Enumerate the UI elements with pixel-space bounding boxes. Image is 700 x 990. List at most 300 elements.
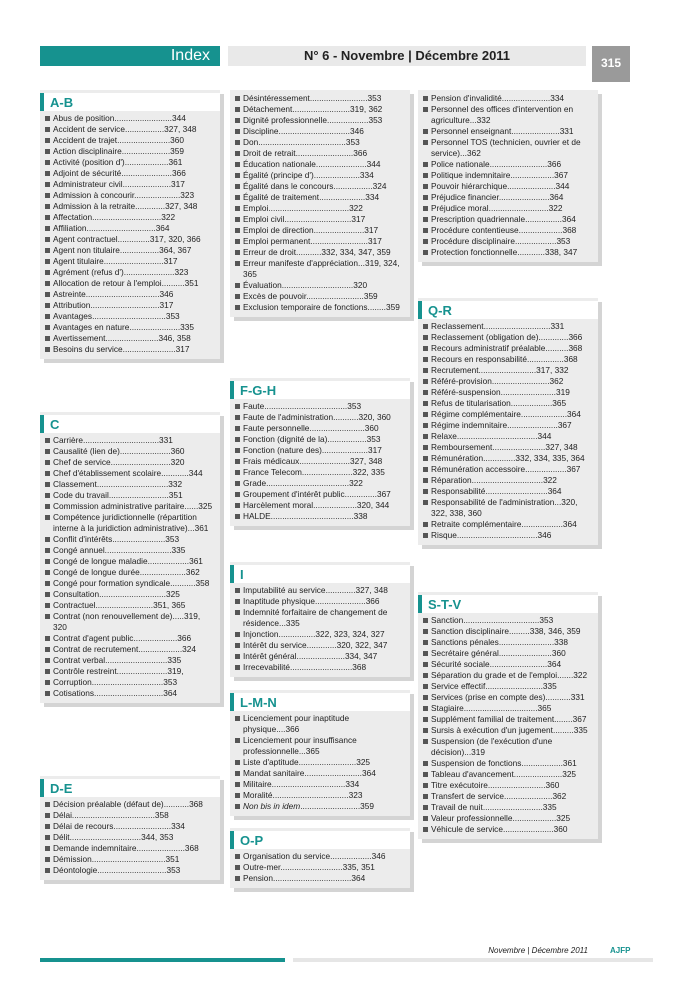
index-page-ref: 334 [359,170,374,180]
index-term: Transfert de service [431,791,505,801]
index-entry [418,365,598,376]
index-page-ref: 325 [556,813,571,823]
index-page-ref: 364, 367 [159,245,192,255]
index-page-ref: 334, 347 [344,651,378,661]
index-term: Astreinte [53,289,86,299]
index-page-ref: 331 [570,692,585,702]
index-section-title: D-E [40,779,220,797]
leader-dots: .................. [514,236,557,246]
leader-dots: ... [469,115,477,125]
index-term: Excès de pouvoir [243,291,307,301]
index-page-ref: 366 [353,148,368,158]
leader-dots: ........... [163,799,190,809]
index-page-ref: 338, 346, 359 [529,626,581,636]
index-entry [230,445,410,456]
index-term: Sanction [431,615,464,625]
index-entry [418,637,598,648]
index-page-ref: 317 [364,225,379,235]
index-term: Emploi [243,203,269,213]
index-entry [418,332,598,343]
leader-dots: ........................... [485,486,548,496]
leader-dots: ................. [124,124,165,134]
leader-dots: ...................................... [258,137,346,147]
index-term: Personnel TOS (technicien, ouvrier et de service) [431,137,581,158]
leader-dots: .................................. [272,873,352,883]
index-entry [418,736,598,758]
index-page-ref: 360 [553,824,568,834]
index-entry [40,311,220,322]
index-term: Pension d'invalidité [431,93,502,103]
leader-dots: ............. [306,640,337,650]
index-section [230,690,410,816]
index-entry [230,651,410,662]
index-term: Avantages [53,311,93,321]
leader-dots: ............ [161,468,189,478]
index-page-ref: 367 [554,170,568,180]
leader-dots: .................................... [71,810,155,820]
index-page-ref: 351 [184,278,199,288]
index-term: Avantages en nature [53,322,130,332]
index-entry [40,245,220,256]
index-entry [418,214,598,225]
index-term: Procédure contentieuse [431,225,519,235]
index-entry [230,790,410,801]
index-page-ref: 344 [172,113,186,123]
index-page-ref: 332 [168,479,183,489]
index-page-ref: 335 [285,618,300,628]
index-term: Affectation [53,212,93,222]
leader-dots: .......................... [482,802,543,812]
index-term: Délit [53,832,70,842]
index-entry [418,475,598,486]
index-term: Sursis à exécution d'un jugement [431,725,553,735]
index-page-ref: 322 [161,212,176,222]
index-page-ref: 335 [573,725,588,735]
index-entry [230,412,410,423]
leader-dots: ........................... [280,862,343,872]
index-entry [230,735,410,757]
index-page-ref: 353 [165,311,180,321]
index-page-ref: 344 [366,159,381,169]
leader-dots: .............................. [92,212,162,222]
leader-dots: ................ [278,629,316,639]
index-entry [418,681,598,692]
leader-dots: ....................... [105,333,159,343]
index-page-ref: 317 [351,214,366,224]
index-term: Admission à concourir [53,190,135,200]
leader-dots: .............................. [86,223,156,233]
leader-dots: ........................... [105,655,168,665]
index-entry [40,289,220,300]
index-page-ref: 334 [171,821,185,831]
index-page-ref: 322 [548,203,563,213]
index-term: Préjudice moral [431,203,489,213]
index-term: Pouvoir hiérarchique [431,181,508,191]
index-term: Faute [243,401,265,411]
index-term: Consultation [53,589,100,599]
index-entry [40,677,220,688]
index-entry [418,824,598,835]
index-term: Travail de nuit [431,802,483,812]
footer-accent-bar [40,958,285,962]
index-page-ref: 360 [551,648,566,658]
index-page-ref: 353 [539,615,554,625]
index-term: Responsabilité [431,486,486,496]
index-entry [230,280,410,291]
index-term: Accident de service [53,124,125,134]
index-term: Harcèlement moral [243,500,314,510]
index-term: Agrément (refus d') [53,267,124,277]
index-entry [418,615,598,626]
leader-dots: ................ [525,214,562,224]
index-page-ref: 322, 335 [352,467,385,477]
index-section [418,592,598,839]
leader-dots: ...................... [299,456,350,466]
index-term: France Telecom [243,467,302,477]
leader-dots: ...................... [315,159,367,169]
leader-dots: .............. [344,489,377,499]
index-page-ref: 364 [561,214,576,224]
index-entry [230,401,410,412]
index-entry [230,851,410,862]
index-page-ref: 331 [159,435,173,445]
index-page-ref: 323 [180,190,195,200]
index-term: Activité (position d') [53,157,125,167]
index-page-ref: 335 [542,681,557,691]
leader-dots: ........... [545,692,571,702]
index-page-ref: 366 [285,724,300,734]
index-page-ref: 346 [349,126,364,136]
index-entry [230,434,410,445]
index-page-ref: 332, 334, 347, 359 [321,247,391,257]
leader-dots: ........................... [290,662,353,672]
index-page-ref: 324 [182,644,196,654]
index-entry [230,585,410,596]
index-page-ref: 320, 344 [356,500,390,510]
index-page-ref: 317, 332 [536,365,569,375]
index-term: Sanctions pénales [431,637,499,647]
footer-grey-bar [293,958,653,962]
index-term: Police nationale [431,159,490,169]
index-page-ref: 346 [159,289,174,299]
index-entry [418,203,598,214]
index-entry [230,126,410,137]
index-entry [40,799,220,810]
index-page-ref: 317 [171,179,185,189]
index-entry [40,468,220,479]
index-page-ref: 364 [163,688,178,698]
index-term: Emploi civil [243,214,285,224]
index-section-title: S-T-V [418,595,598,613]
index-page-ref: 346 [537,530,552,540]
index-entry [230,115,410,126]
leader-dots: ................... [313,500,357,510]
leader-dots: ....................... [122,344,176,354]
index-term: Commission administrative paritaire [53,501,185,511]
leader-dots: ................................ [91,854,166,864]
index-term: Allocation de retour à l'emploi [53,278,162,288]
index-page-ref: 332, 334, 335, 364 [515,453,585,463]
leader-dots: ..................... [513,769,563,779]
index-term: Faute de l'administration [243,412,334,422]
index-page-ref: 335, 351 [342,862,375,872]
leader-dots: ...................... [123,267,175,277]
index-term: Militaire [243,779,272,789]
leader-dots: .............................. [90,300,160,310]
index-term: Rémunération accessoire [431,464,526,474]
index-section [40,776,220,880]
leader-dots: ...................... [129,322,181,332]
leader-dots: .................................... [266,478,350,488]
index-term: Injonction [243,629,279,639]
index-entry [230,757,410,768]
index-entry [418,703,598,714]
index-page-ref: 331 [550,321,565,331]
index-term: Attribution [53,300,91,310]
index-page-ref: 364 [567,409,581,419]
index-page-ref: 359 [385,302,400,312]
index-page-ref: 344 [537,431,552,441]
page-number: 315 [592,46,630,82]
index-term: Causalité (lien de) [53,446,120,456]
index-entry [230,93,410,104]
index-entry [418,442,598,453]
leader-dots: .................... [139,567,186,577]
index-page-ref: 317 [367,445,382,455]
index-page-ref: 319, 362 [350,104,383,114]
index-page-ref: 361 [194,523,209,533]
index-term: Non bis in idem [243,801,301,811]
leader-dots: ................... [518,225,563,235]
leader-dots: ........... [333,412,359,422]
index-entry [230,640,410,651]
leader-dots: ...................... [116,666,168,676]
index-entry [230,159,410,170]
index-term: Don [243,137,259,147]
index-entry [230,768,410,779]
index-entry [230,662,410,673]
index-term: Agent non titulaire [53,245,120,255]
index-term: Cotisations [53,688,95,698]
index-entry [40,534,220,545]
leader-dots: ................................... [456,530,538,540]
leader-dots: .................................... [270,511,354,521]
index-term: Liste d'aptitude [243,757,299,767]
leader-dots: ......................... [304,768,362,778]
index-page-ref: 365 [537,703,552,713]
index-page-ref: 334 [345,779,360,789]
index-term: Valeur professionnelle [431,813,513,823]
index-term: Faute personnelle [243,423,310,433]
index-entry [230,192,410,203]
index-page-ref: 359 [360,801,374,811]
index-section [230,562,410,677]
leader-dots: .................. [525,464,567,474]
index-term: Fonction (nature des) [243,445,322,455]
leader-dots: .................... [321,445,368,455]
index-term: Reclassement (obligation de) [431,332,539,342]
index-term: Chef d'établissement scolaire [53,468,162,478]
index-term: Intérêt général [243,651,297,661]
index-term: HALDE [243,511,271,521]
leader-dots: ......... [508,626,530,636]
index-term: Démission [53,854,92,864]
index-term: Congé pour formation syndicale [53,578,171,588]
leader-dots: ............. [325,585,356,595]
index-entry [40,688,220,699]
index-term: Licenciement pour insuffisance professionnelle [243,735,357,756]
index-term: Évaluation [243,280,282,290]
index-entry [40,501,220,512]
index-page-ref: 325 [165,589,180,599]
leader-dots: ........................ [498,637,555,647]
index-page-ref: 327, 348 [545,442,578,452]
index-term: Suspension (de l'exécution d'une décision) [431,736,553,757]
leader-dots: ............................... [471,475,544,485]
index-page-ref: 335 [167,655,182,665]
leader-dots: .................. [510,398,553,408]
index-term: Discipline [243,126,279,136]
index-section [230,378,410,526]
index-entry [418,409,598,420]
index-term: Responsabilité de l'administration [431,497,555,507]
index-term: Imputabilité au service [243,585,326,595]
index-entry [230,104,410,115]
index-entry [418,431,598,442]
index-term: Emploi permanent [243,236,311,246]
index-term: Recrutement [431,365,479,375]
index-term: Reclassement [431,321,484,331]
leader-dots: .................. [521,758,563,768]
index-page-ref: 360 [170,135,184,145]
leader-dots: ................... [138,644,183,654]
index-term: Stagiaire [431,703,464,713]
index-entry [40,223,220,234]
index-term: Suspension de fonctions [431,758,522,768]
index-entry [418,387,598,398]
index-term: Adjoint de sécurité [53,168,122,178]
index-entry [418,236,598,247]
index-term: Égalité de traitement [243,192,320,202]
index-page-ref: 362 [185,567,200,577]
index-entry [230,225,410,236]
index-entry [40,157,220,168]
index-page-ref: 320, 322, 347 [336,640,388,650]
leader-dots: ................................ [271,779,346,789]
leader-dots: ................................. [82,435,160,445]
index-entry [418,192,598,203]
index-entry [418,321,598,332]
leader-dots: ................. [327,434,367,444]
index-term: Protection fonctionnelle [431,247,518,257]
index-term: Régime indemnitaire [431,420,508,430]
index-entry [230,236,410,247]
index-page-ref: 319, 320 [53,611,201,632]
leader-dots: .................. [330,851,372,861]
index-entry [40,300,220,311]
leader-dots: ..................... [296,651,345,661]
leader-dots: ................. [119,245,160,255]
index-page-ref: 353 [166,865,181,875]
index-page-ref: 338 [353,511,368,521]
index-term: Accident de trajet [53,135,118,145]
leader-dots: .......................... [108,490,169,500]
leader-dots: ...................... [502,824,554,834]
index-page-ref: 367 [557,420,572,430]
index-term: Tableau d'avancement [431,769,514,779]
index-page-ref: 366 [177,633,192,643]
leader-dots: ...... [184,501,199,511]
index-page-ref: 338 [554,637,568,647]
index-page-ref: 325 [356,757,371,767]
index-page-ref: 362 [466,148,481,158]
index-entry [40,578,220,589]
index-entry [40,479,220,490]
index-term: Régime complémentaire [431,409,521,419]
index-page-ref: 344, 353 [141,832,174,842]
leader-dots: ....................... [117,135,171,145]
index-entry [40,179,220,190]
index-page-ref: 344 [555,181,570,191]
index-section-title: L-M-N [230,693,410,711]
index-term: Irrecevabilité [243,662,291,672]
index-entry [40,267,220,278]
index-entry [40,567,220,578]
leader-dots: .......................... [103,256,164,266]
index-term: Égalité dans le concours [243,181,334,191]
index-entry [40,113,220,124]
leader-dots: ......................... [292,104,350,114]
leader-dots: .................... [319,192,366,202]
index-entry [418,170,598,181]
index-page-ref: 324 [372,181,387,191]
index-entry [418,343,598,354]
leader-dots: .................. [326,115,369,125]
leader-dots: ... [187,523,195,533]
index-term: Procédure disciplinaire [431,236,515,246]
leader-dots: ..... [172,611,184,621]
leader-dots: ... [298,746,306,756]
index-term: Délai [53,810,72,820]
leader-dots: .................... [313,170,360,180]
index-entry [418,813,598,824]
leader-dots: ......................... [95,600,154,610]
index-page-ref: 335 [542,802,557,812]
index-term: Grade [243,478,267,488]
index-term: Référé-suspension [431,387,501,397]
index-entry [40,512,220,534]
leader-dots: .................... [520,409,568,419]
index-entry [418,376,598,387]
leader-dots: .......................... [300,801,361,811]
index-page-ref: 346, 358 [158,333,191,343]
index-entry [40,556,220,567]
leader-dots: ................... [510,170,555,180]
index-page-ref: 322 [349,478,363,488]
index-term: Licenciement pour inaptitude physique [243,713,350,734]
index-entry [40,344,220,355]
leader-dots: ........ [367,302,386,312]
leader-dots: ............................... [278,126,350,136]
leader-dots: .................. [521,519,563,529]
leader-dots: ........... [170,578,196,588]
index-page-ref: 320, 322, 338, 360 [431,497,578,518]
index-page-ref: 362 [552,791,567,801]
leader-dots: .......................... [488,203,549,213]
leader-dots: ... [460,148,467,158]
index-entry [40,278,220,289]
index-section [40,90,220,359]
